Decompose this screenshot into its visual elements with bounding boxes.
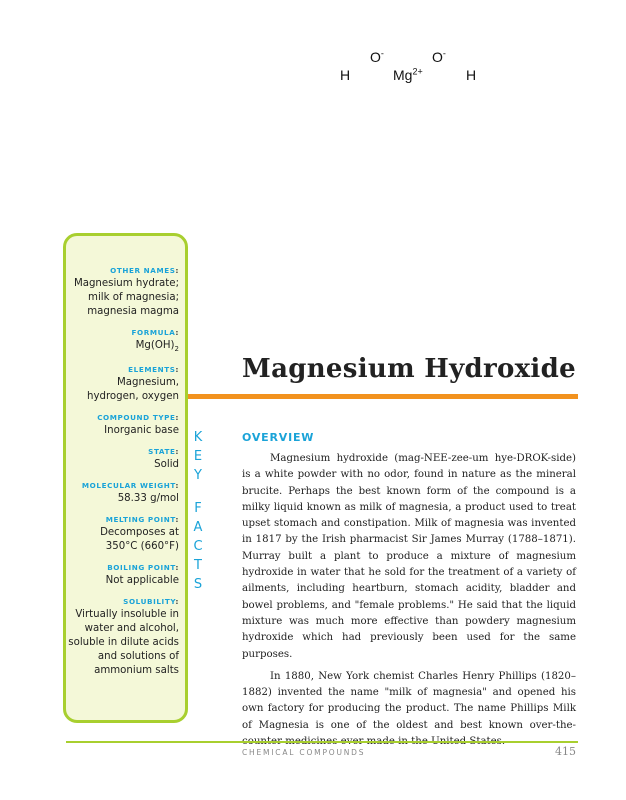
- oxygen-left: O-: [370, 48, 384, 65]
- key-fact-value: Magnesium hydrate;: [73, 278, 179, 289]
- key-fact-label: FORMULA:: [131, 328, 179, 337]
- page-number: 415: [555, 745, 576, 758]
- section-heading: OVERVIEW: [242, 431, 315, 444]
- key-fact: [61, 597, 179, 678]
- key-fact-value: milk of magnesia;: [88, 292, 179, 303]
- key-fact-value: Inorganic base: [104, 425, 179, 437]
- hydrogen-left: H: [340, 67, 351, 83]
- key-facts-vertical-label: [190, 430, 206, 592]
- key-fact: [61, 447, 179, 472]
- structural-formula: [330, 44, 500, 88]
- key-fact-label: SOLUBILITY:: [123, 597, 179, 607]
- key-fact-label: OTHER NAMES:: [110, 266, 179, 275]
- key-facts-sidebar: [63, 233, 188, 723]
- key-fact-value: Decomposes at: [100, 527, 179, 539]
- key-fact-value: Solid: [154, 459, 179, 471]
- key-facts-letter: S: [193, 577, 203, 592]
- footer-rule: [66, 741, 578, 743]
- key-fact-value: Magnesium,: [117, 377, 179, 389]
- key-fact: [61, 365, 179, 404]
- key-fact-value: magnesia magma: [87, 306, 179, 317]
- article-body: [242, 451, 576, 756]
- article-paragraph: Magnesium hydroxide (mag-NEE-zee-um hye-DROK-side) is a white powder with no odor, found in nature as the mineral brucite. Perhaps the best known form of the compound is a milky liquid known as milk of magnesia, a product used to treat upset stomach and constipation. Milk of magnesia was invented in 1817 by the Irish pharmacist Sir James Murray (1788–1871). Murray built a plant to produce a mixture of magnesium hydroxide in water that he sold for the treatment of a variety of ailments, including heartburn, stomach acidity, bladder and bowel problems, and "female problems." He said that the liquid mixture was much more effective than powdery magnesium hydroxide which had previously been used for the same purposes.: [242, 453, 576, 660]
- key-fact: [61, 413, 179, 438]
- key-fact-value: Virtually insoluble in: [75, 609, 179, 621]
- key-fact-label: COMPOUND TYPE:: [97, 413, 179, 423]
- key-fact-value: and solutions of: [97, 651, 179, 663]
- magnesium-ion: $Mg^{2+}$: [393, 66, 423, 83]
- key-facts-letter: E: [193, 449, 203, 464]
- hydrogen-right: H: [466, 67, 477, 83]
- oxygen-right: O-: [432, 48, 446, 65]
- key-facts-letter: C: [193, 539, 203, 554]
- footer-book-title: CHEMICAL COMPOUNDS: [242, 748, 366, 757]
- key-fact-value: ammonium salts: [94, 665, 179, 677]
- key-fact-label: STATE:: [148, 447, 179, 457]
- key-fact-value: soluble in dilute acids: [68, 637, 179, 649]
- key-facts-letter: T: [194, 558, 202, 573]
- key-facts-letter: Y: [194, 468, 202, 483]
- article-paragraph: In 1880, New York chemist Charles Henry Phillips (1820–1882) invented the name "milk of magnesia" and opened his own factory for producing the product. The name Phillips Milk of Magnesia is one of the oldest and best known over-the-: [242, 670, 576, 731]
- key-fact-value: 350°C (660°F): [105, 541, 179, 553]
- key-fact-value: 58.33 g/mol: [117, 493, 179, 505]
- key-fact-label: MOLECULAR WEIGHT:: [81, 481, 179, 491]
- key-fact-value: hydrogen, oxygen: [87, 391, 179, 403]
- key-facts-letter: A: [193, 520, 203, 535]
- key-facts-letter: F: [194, 501, 202, 516]
- key-fact: [61, 563, 179, 588]
- title-rule: [188, 394, 578, 399]
- key-fact: [61, 328, 179, 356]
- key-fact: [61, 515, 179, 554]
- key-fact: [61, 266, 179, 319]
- key-facts-list: [61, 266, 179, 687]
- article-title: Magnesium Hydroxide: [242, 354, 576, 384]
- key-fact: [61, 481, 179, 506]
- key-fact-label: ELEMENTS:: [128, 365, 179, 375]
- key-fact-label: BOILING POINT:: [107, 563, 179, 573]
- key-fact-label: MELTING POINT:: [105, 515, 179, 525]
- key-fact-value: Not applicable: [105, 575, 179, 587]
- key-facts-letter: K: [193, 430, 203, 445]
- key-fact-value: water and alcohol,: [84, 623, 179, 635]
- key-fact-value: $Mg(OH)_2$: [135, 340, 179, 354]
